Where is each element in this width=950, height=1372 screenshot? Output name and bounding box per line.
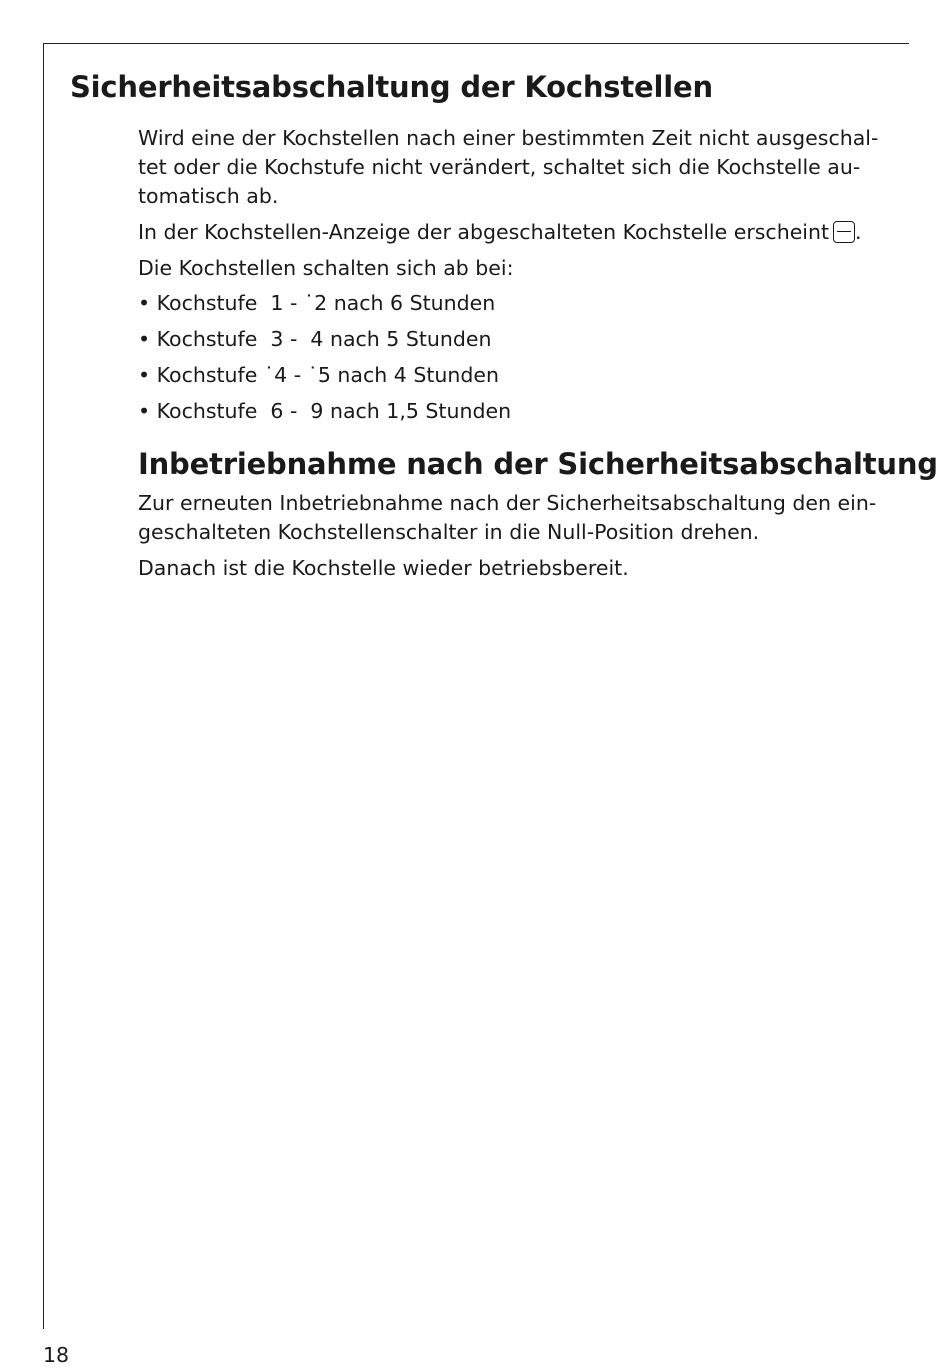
list-item: • Kochstufe ˙4 - ˙5 nach 4 Stunden	[138, 363, 499, 387]
paragraph-shutdown-conditions: Die Kochstellen schalten sich ab bei:	[138, 256, 514, 280]
paragraph-safety-shutdown-intro	[138, 124, 888, 211]
sentence-end: .	[855, 220, 862, 244]
section-title-restart: Inbetriebnahme nach der Sicherheitsabschaltung	[138, 447, 938, 481]
list-item: • Kochstufe 3 - 4 nach 5 Stunden	[138, 327, 492, 351]
text-line: In der Kochstellen-Anzeige der abgeschalteten Kochstelle erscheint	[138, 220, 830, 244]
paragraph-ready: Danach ist die Kochstelle wieder betriebsbereit.	[138, 556, 629, 580]
text-line: geschalteten Kochstellenschalter in die Null-Position drehen.	[138, 520, 760, 544]
display-off-icon	[833, 221, 855, 243]
text-line: tomatisch ab.	[138, 184, 279, 208]
page-frame-left-rule	[43, 43, 44, 1329]
paragraph-restart-instructions	[138, 489, 888, 547]
text-line: Zur erneuten Inbetriebnahme nach der Sicherheitsabschaltung den ein-	[138, 491, 877, 515]
text-line: tet oder die Kochstufe nicht verändert, schaltet sich die Kochstelle au-	[138, 155, 861, 179]
paragraph-display-indicator	[138, 218, 888, 247]
list-item: • Kochstufe 1 - ˙2 nach 6 Stunden	[138, 291, 496, 315]
text-line: Wird eine der Kochstellen nach einer bestimmten Zeit nicht ausgeschal-	[138, 126, 879, 150]
list-item: • Kochstufe 6 - 9 nach 1,5 Stunden	[138, 399, 512, 423]
page-number: 18	[43, 1343, 70, 1367]
shutdown-times-list	[138, 289, 511, 433]
section-title-safety-shutdown: Sicherheitsabschaltung der Kochstellen	[70, 70, 713, 104]
page-frame-top-rule	[43, 43, 909, 44]
